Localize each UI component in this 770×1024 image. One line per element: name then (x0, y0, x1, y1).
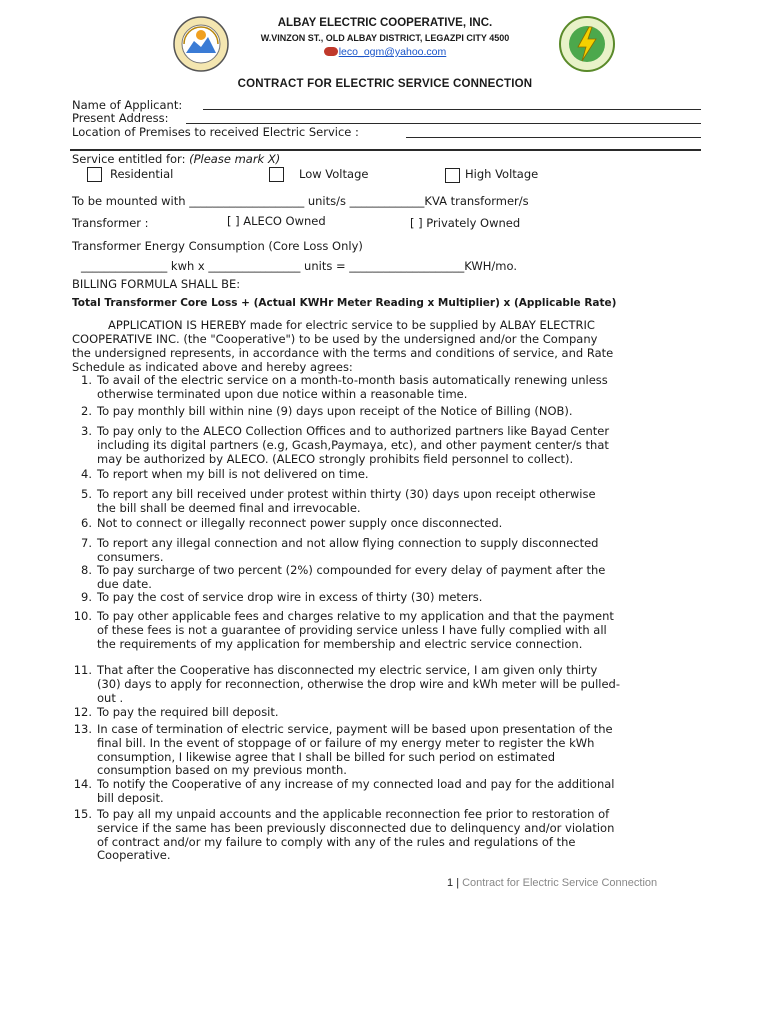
mounting-kva-blank[interactable]: _____________ (349, 194, 425, 208)
application-line-4: Schedule as indicated above and hereby agrees: (72, 360, 353, 374)
term-number: 2. (81, 404, 92, 418)
mounting-units-blank[interactable]: ____________________ (189, 194, 305, 208)
term-line: Cooperative. (97, 848, 171, 863)
email-rest: _ogm@yahoo.com (357, 46, 447, 58)
low-voltage-label: Low Voltage (299, 167, 369, 181)
term-number: 11. (73, 663, 92, 677)
page-footer (447, 877, 657, 889)
org-email[interactable] (0, 46, 770, 58)
term-line: including its digital partners (e.g, Gcash,Paymaya, etc), and other payment center/s that (97, 437, 609, 452)
term-line: consumption based on my previous month. (97, 763, 347, 778)
energy-units-eq: units = (304, 259, 346, 273)
term-line: (30) days to apply for reconnection, otherwise the drop wire and kWh meter will be pulled- (97, 676, 621, 691)
term-number: 13. (73, 722, 92, 736)
section-divider (70, 149, 701, 151)
term-line: To pay the cost of service drop wire in excess of thirty (30) meters. (97, 590, 483, 604)
application-line-2: COOPERATIVE INC. (the "Cooperative") to be used by the undersigned and/or the Company (72, 332, 598, 346)
term-line: consumption, I likewise agree that I shall be billed for such period on estimated (97, 749, 556, 764)
billing-label: BILLING FORMULA SHALL BE: (72, 277, 241, 291)
energy-row (81, 259, 517, 273)
term-line: To pay the required bill deposit. (97, 705, 279, 719)
billing-formula: Total Transformer Core Loss + (Actual KWHr Meter Reading x Multiplier) x (Applicable Rate) (72, 297, 617, 309)
term-line: consumers. (97, 549, 164, 564)
term-line: To report when my bill is not delivered on time. (97, 467, 369, 481)
term-number: 6. (81, 516, 92, 530)
mounting-prefix: To be mounted with (72, 194, 186, 208)
term-line: due date. (97, 576, 152, 591)
service-hint: (Please mark X) (189, 152, 281, 166)
term-line: To pay all my unpaid accounts and the applicable reconnection fee prior to restoration of (97, 807, 610, 821)
term-line: In case of termination of electric service, payment will be based upon presentation of the (97, 722, 613, 736)
term-line: To pay surcharge of two percent (2%) compounded for every delay of payment after the (97, 563, 606, 577)
term-line: Not to connect or illegally reconnect power supply once disconnected. (97, 516, 503, 530)
energy-result-blank[interactable]: ____________________ (349, 259, 465, 273)
transformer-label: Transformer : (72, 216, 149, 230)
location-line[interactable] (406, 137, 701, 138)
aleco-owned-option[interactable]: [ ] ALECO Owned (227, 214, 326, 228)
term-line: To report any bill received under protest within thirty (30) days upon receipt otherwise (97, 487, 596, 501)
footer-text: Contract for Electric Service Connection (462, 877, 658, 889)
energy-kwh-mo: KWH/mo. (464, 259, 517, 273)
term-line: That after the Cooperative has disconnected my electric service, I am given only thirty (97, 663, 598, 677)
page-number: 1 (447, 877, 454, 889)
high-voltage-label: High Voltage (465, 167, 539, 181)
name-label: Name of Applicant: (72, 98, 183, 112)
energy-units-blank[interactable]: ________________ (208, 259, 301, 273)
term-line: To pay monthly bill within nine (9) days upon receipt of the Notice of Billing (NOB). (97, 404, 573, 418)
application-line-1: APPLICATION IS HEREBY made for electric service to be supplied by ALBAY ELECTRIC (108, 318, 595, 332)
email-icon (324, 47, 338, 56)
high-voltage-checkbox[interactable] (445, 168, 460, 183)
term-line: To pay other applicable fees and charges relative to my application and that the payment (97, 609, 614, 623)
term-number: 7. (81, 536, 92, 550)
term-line: out . (97, 690, 124, 705)
document-title: CONTRACT FOR ELECTRIC SERVICE CONNECTION (237, 78, 533, 90)
residential-label: Residential (110, 167, 174, 181)
term-number: 10. (73, 609, 92, 623)
term-line: bill deposit. (97, 790, 164, 805)
name-line[interactable] (203, 109, 701, 110)
term-number: 15. (73, 807, 92, 821)
term-number: 5. (81, 487, 92, 501)
term-line: To pay only to the ALECO Collection Offices and to authorized partners like Bayad Center (97, 424, 610, 438)
term-number: 12. (73, 705, 92, 719)
mounting-row (72, 194, 529, 208)
application-line-3: the undersigned represents, in accordance with the terms and conditions of service, and Rate (72, 346, 614, 360)
email-prefix: leco (338, 46, 358, 58)
address-label: Present Address: (72, 111, 169, 125)
term-number: 1. (81, 373, 92, 387)
service-label-row (72, 152, 280, 166)
term-number: 4. (81, 467, 92, 481)
term-line: of these fees is not a guarantee of providing service unless I have fully complied with all (97, 622, 607, 637)
org-name: ALBAY ELECTRIC COOPERATIVE, INC. (277, 17, 493, 29)
term-number: 3. (81, 424, 92, 438)
footer-separator: | (456, 877, 460, 889)
mounting-units: units/s (307, 194, 346, 208)
low-voltage-checkbox[interactable] (269, 167, 284, 182)
term-number: 9. (81, 590, 92, 604)
location-label: Location of Premises to received Electric Service : (72, 125, 359, 139)
org-address: W.VINZON ST., OLD ALBAY DISTRICT, LEGAZPI CITY 4500 (260, 33, 510, 43)
term-line: of contract and/or my failure to comply with any of the rules and regulations of the (97, 834, 576, 849)
privately-owned-option[interactable]: [ ] Privately Owned (410, 216, 521, 230)
term-line: service if the same has been previously disconnected due to delinquency and/or violation (97, 820, 615, 835)
term-line: may be authorized by ALECO. (ALECO strongly prohibits field personnel to collect). (97, 451, 574, 466)
service-label: Service entitled for: (72, 152, 186, 166)
energy-kwh-x: kwh x (170, 259, 205, 273)
term-number: 14. (73, 777, 92, 791)
energy-label: Transformer Energy Consumption (Core Loss Only) (72, 239, 363, 253)
term-line: the bill shall be deemed final and irrevocable. (97, 500, 361, 515)
term-line: To avail of the electric service on a month-to-month basis automatically renewing unless (97, 373, 608, 387)
term-line: otherwise terminated upon due notice within a reasonable time. (97, 386, 468, 401)
term-line: final bill. In the event of stoppage of or failure of my energy meter to register the kWh (97, 735, 595, 750)
term-line: the requirements of my application for membership and electric service connection. (97, 636, 583, 651)
address-line[interactable] (186, 123, 701, 124)
residential-checkbox[interactable] (87, 167, 102, 182)
term-line: To notify the Cooperative of any increase of my connected load and pay for the additional (97, 777, 615, 791)
energy-kwh-blank[interactable]: _______________ (81, 259, 168, 273)
term-line: To report any illegal connection and not allow flying connection to supply disconnected (97, 536, 599, 550)
mounting-suffix: KVA transformer/s (424, 194, 529, 208)
term-number: 8. (81, 563, 92, 577)
